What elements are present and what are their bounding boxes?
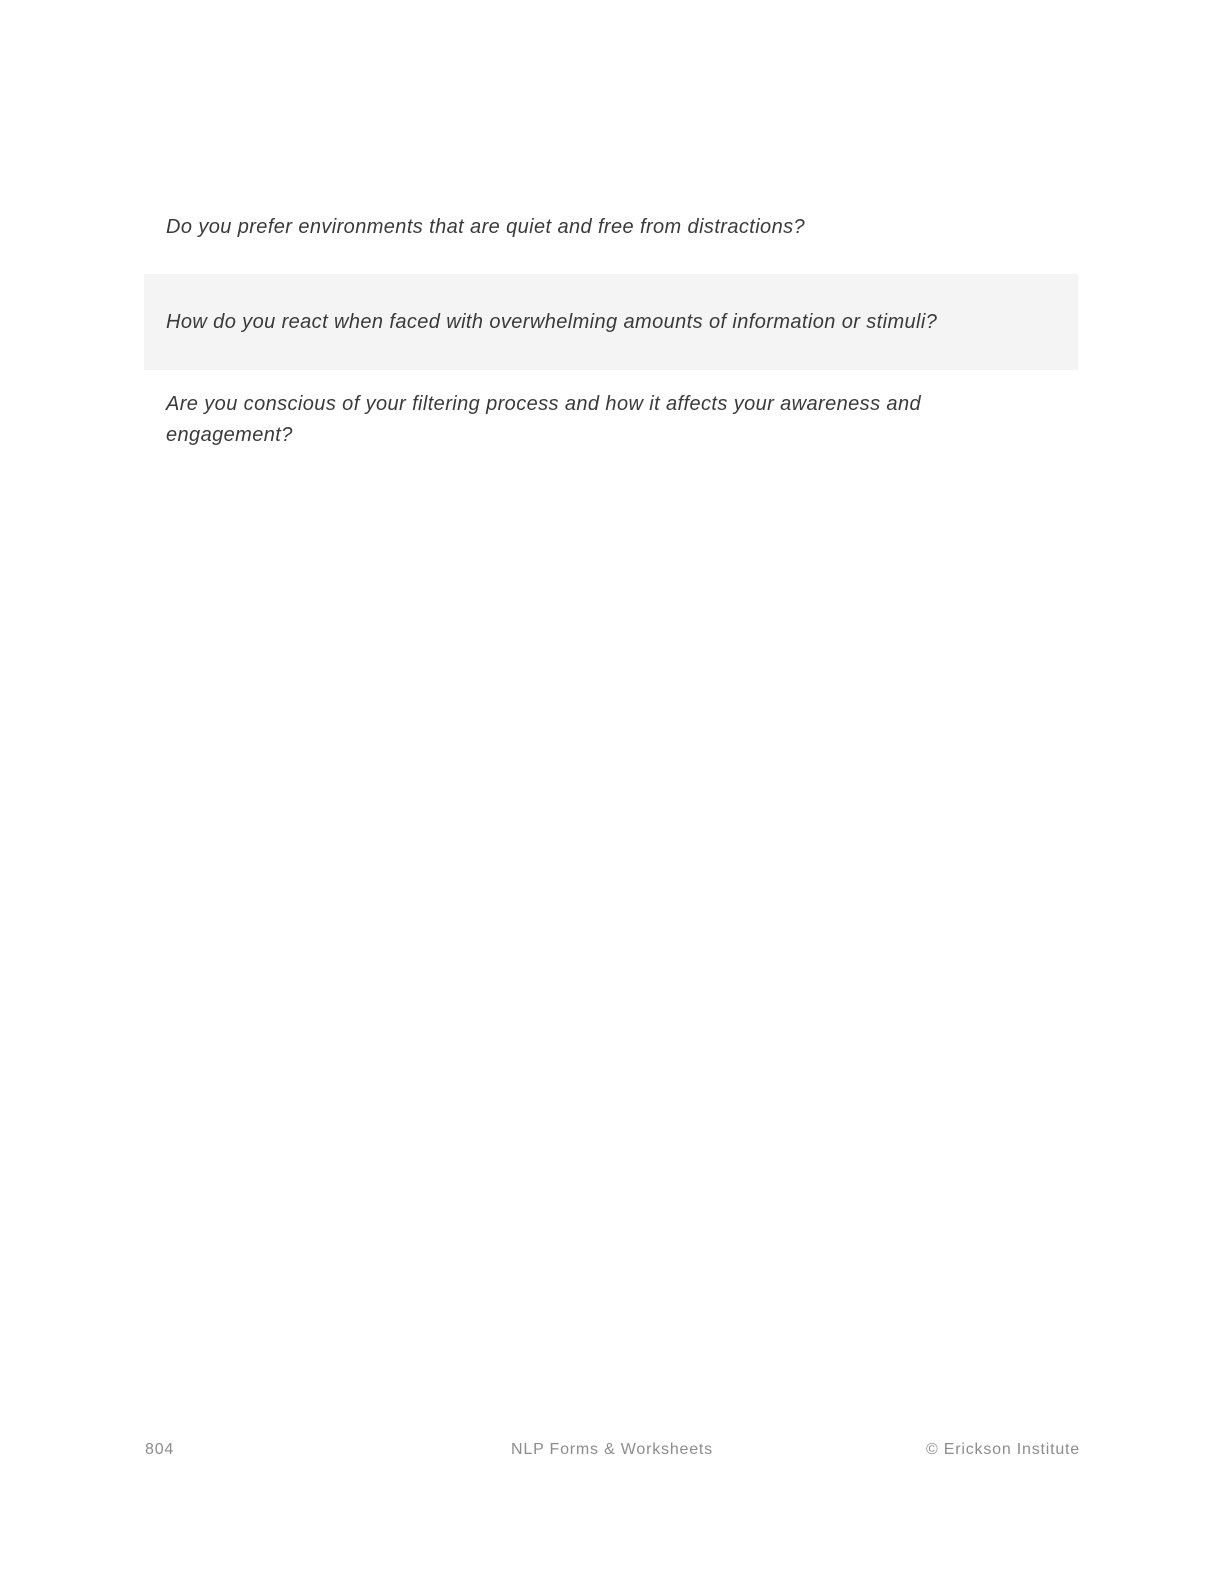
question-filtering-awareness: Are you conscious of your filtering process and how it affects your awareness and engagement?	[166, 393, 921, 446]
footer-title: NLP Forms & Worksheets	[511, 1441, 713, 1458]
question-overwhelming-stimuli: How do you react when faced with overwhelming amounts of information or stimuli?	[166, 310, 938, 333]
footer-copyright: © Erickson Institute	[925, 1441, 1080, 1458]
highlighted-question-band	[144, 274, 1078, 370]
question-quiet-environments: Do you prefer environments that are quiet and free from distractions?	[166, 216, 806, 238]
footer-page-number: 804	[145, 1441, 175, 1458]
